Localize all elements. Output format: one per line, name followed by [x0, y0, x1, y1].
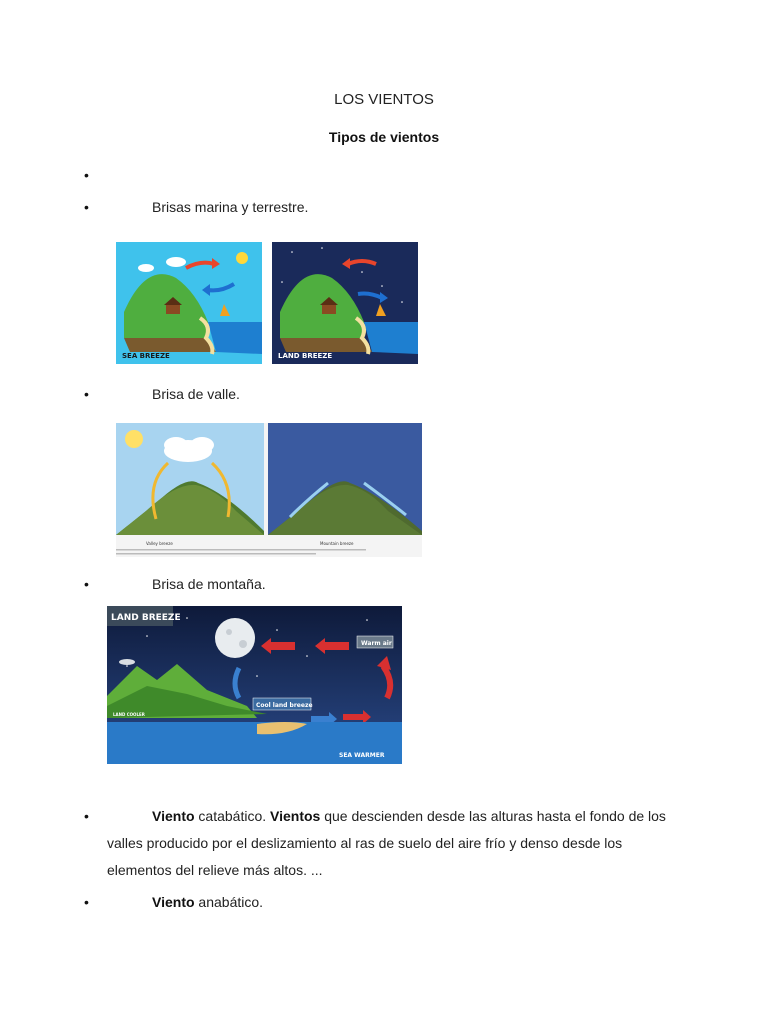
- text-anabatico: anabático.: [194, 894, 264, 910]
- list-item-brisa-valle: Brisa de valle.: [152, 386, 240, 402]
- land-breeze-figure: [107, 606, 402, 764]
- valley-mountain-breeze-figure: [116, 423, 422, 557]
- moon-icon: [215, 618, 255, 658]
- valley-breeze-caption: Valley breeze: [146, 541, 173, 546]
- list-bullet: •: [84, 199, 89, 215]
- mountain-breeze-caption: Mountain breeze: [320, 541, 354, 546]
- page-subtitle: Tipos de vientos: [328, 129, 440, 145]
- list-bullet: •: [84, 386, 89, 402]
- list-bullet: •: [84, 576, 89, 592]
- list-bullet: •: [84, 167, 89, 183]
- cool-land-breeze-label: Cool land breeze: [256, 702, 313, 709]
- page-title: LOS VIENTOS: [334, 91, 434, 108]
- sun-icon: [236, 252, 248, 264]
- sea-land-breeze-figure: [116, 242, 418, 364]
- term-viento: Viento: [152, 808, 195, 824]
- land-cooler-label: LAND COOLER: [113, 712, 145, 717]
- sun-icon: [125, 430, 143, 448]
- mountain-breeze-panel: [268, 423, 422, 546]
- warm-air-label: Warm air: [361, 640, 392, 647]
- sea-breeze-label: SEA BREEZE: [122, 352, 170, 360]
- land-breeze-label: LAND BREEZE: [278, 352, 333, 360]
- paragraph-viento-catabatico: [107, 803, 687, 884]
- term-viento: Viento: [152, 894, 195, 910]
- list-item-brisa-montana: Brisa de montaña.: [152, 576, 266, 592]
- list-bullet: •: [84, 808, 89, 824]
- term-vientos: Vientos: [270, 808, 321, 824]
- text-catabatico-description: que descienden desde las alturas hasta el fondo de los valles producido por el deslizamiento al ras de suelo del aire frío y denso desde los elementos del relieve más altos. ...: [107, 808, 666, 878]
- land-breeze-badge: LAND BREEZE: [111, 613, 181, 623]
- list-item-brisas-marina: Brisas marina y terrestre.: [152, 199, 309, 215]
- text-catabatico: catabático.: [194, 808, 271, 824]
- valley-breeze-panel: [116, 423, 264, 546]
- sea-warmer-label: SEA WARMER: [339, 752, 385, 759]
- list-bullet: •: [84, 894, 89, 910]
- paragraph-viento-anabatico: [107, 889, 687, 916]
- land-breeze-panel: [272, 242, 418, 364]
- sea-breeze-panel: [116, 242, 262, 364]
